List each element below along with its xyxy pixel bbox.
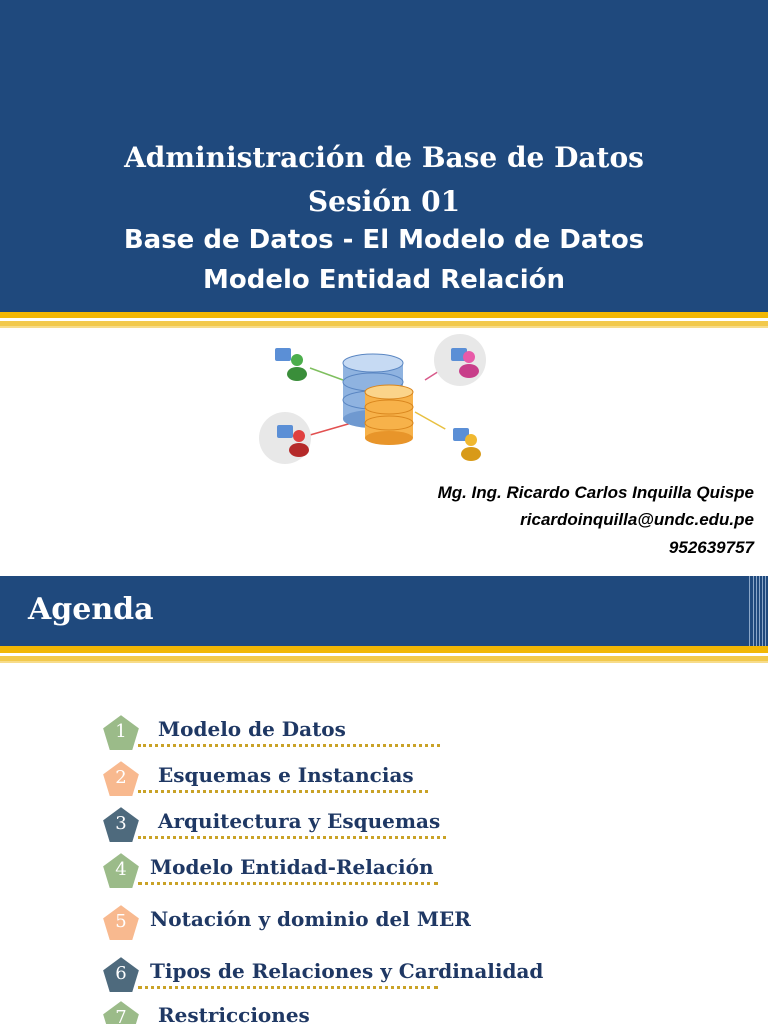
connection-line (415, 412, 447, 430)
badge-number: 5 (115, 911, 127, 932)
author-email: ricardoinquilla@undc.edu.pe (520, 510, 754, 529)
pentagon-number-badge (100, 850, 142, 892)
agenda-title: Agenda (28, 592, 154, 627)
author-phone: 952639757 (668, 538, 754, 557)
gold-stripe-pale (0, 661, 768, 663)
dotted-underline (138, 744, 440, 747)
title-line-4: Modelo Entidad Relación (202, 265, 566, 295)
agenda-item-label: Modelo Entidad-Relación (150, 855, 434, 879)
badge-number: 6 (115, 963, 127, 984)
badge-number: 7 (115, 1007, 127, 1024)
pentagon-number-badge (100, 804, 142, 846)
dotted-underline (138, 986, 438, 989)
agenda-item (100, 758, 660, 802)
dotted-underline (138, 836, 446, 839)
dotted-underline (138, 790, 428, 793)
title-line-2: Sesión 01 (307, 185, 461, 218)
agenda-item-label: Notación y dominio del MER (150, 907, 471, 931)
gold-stripe (0, 646, 768, 653)
pentagon-number-badge (100, 758, 142, 800)
agenda-item (100, 954, 660, 998)
agenda-item (100, 712, 660, 756)
agenda-item (100, 804, 660, 848)
gold-stripe-pale (0, 326, 768, 328)
pentagon-number-badge (100, 998, 142, 1024)
badge-number: 4 (115, 859, 127, 880)
badge-number: 1 (115, 721, 127, 742)
badge-number: 3 (115, 813, 127, 834)
dotted-underline (138, 882, 438, 885)
agenda-item (100, 998, 660, 1024)
author-name: Mg. Ing. Ricardo Carlos Inquilla Quispe (437, 483, 754, 502)
connection-line (310, 368, 343, 380)
agenda-item-label: Tipos de Relaciones y Cardinalidad (150, 959, 544, 983)
agenda-item-label: Restricciones (158, 1003, 310, 1024)
pentagon-number-badge (100, 902, 142, 944)
agenda-item (100, 850, 660, 894)
computer-icon (275, 348, 291, 361)
agenda-item-label: Arquitectura y Esquemas (158, 809, 441, 833)
agenda-item (100, 902, 660, 946)
header-edge-lines (746, 576, 768, 646)
pentagon-number-badge (100, 712, 142, 754)
agenda-header-band (0, 576, 768, 646)
database-network-icon (255, 330, 505, 470)
orange-database-icon (365, 385, 413, 445)
title-line-3: Base de Datos - El Modelo de Datos (123, 225, 645, 255)
pentagon-number-badge (100, 954, 142, 996)
agenda-item-label: Esquemas e Instancias (158, 763, 414, 787)
computer-icon (277, 425, 293, 438)
agenda-item-label: Modelo de Datos (158, 717, 346, 741)
title-line-1: Administración de Base de Datos (124, 141, 644, 174)
agenda-slide (0, 576, 768, 1024)
badge-number: 2 (115, 767, 127, 788)
